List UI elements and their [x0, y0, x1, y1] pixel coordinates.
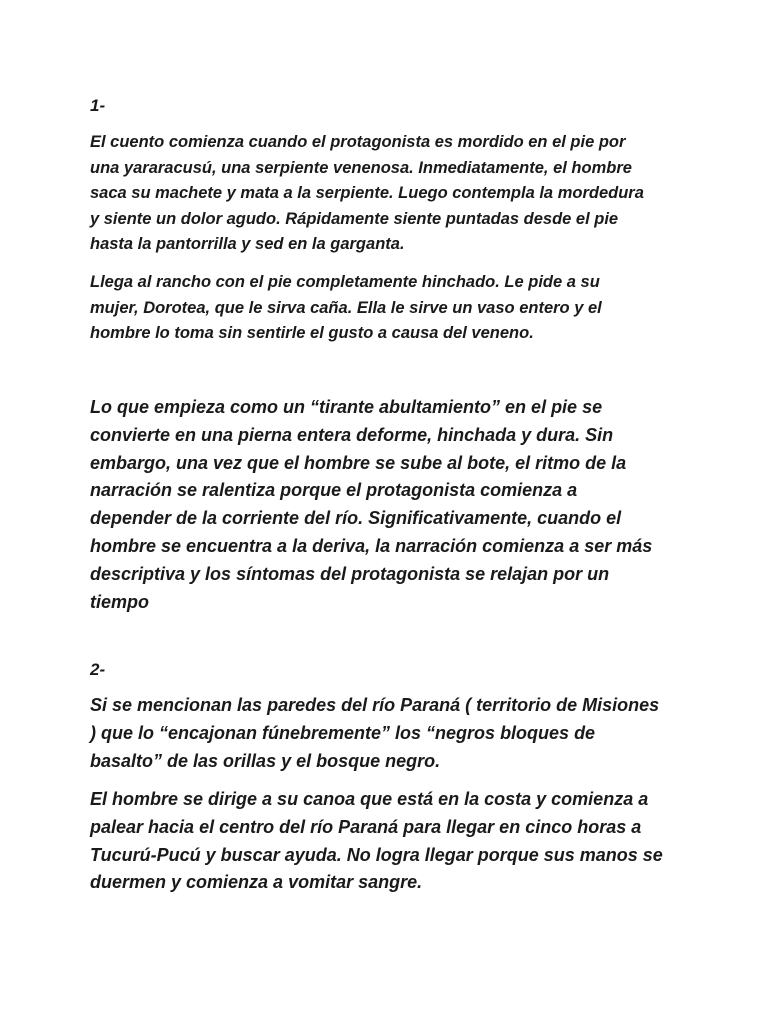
text-line: una yararacusú, una serpiente venenosa. Inmediatamente, el hombre	[90, 158, 632, 177]
text-line: hasta la pantorrilla y sed en la garganta.	[90, 235, 405, 253]
text-line: Tucurú-Pucú y buscar ayuda. No logra llegar porque sus manos se	[90, 844, 663, 865]
text-line: Lo que empieza como un “tirante abultamiento” en el pie se	[90, 397, 603, 417]
text-line: basalto” de las orillas y el bosque negro.	[90, 750, 441, 771]
text-line: hombre se encuentra a la deriva, la narración comienza a ser más	[90, 535, 653, 556]
text-line: palear hacia el centro del río Paraná para llegar en cinco horas a	[90, 816, 642, 837]
text-line: ) que lo “encajonan fúnebremente” los “negros bloques de	[90, 722, 596, 743]
text-line: duermen y comienza a vomitar sangre.	[90, 872, 423, 893]
section-2-paragraph-1	[90, 692, 690, 775]
text-line: Si se mencionan las paredes del río Paraná ( territorio de Misiones	[90, 695, 660, 715]
text-line: depender de la corriente del río. Significativamente, cuando el	[90, 508, 622, 529]
section-1-paragraph-1	[90, 130, 690, 258]
section-2-heading: 2-	[90, 660, 106, 679]
text-line: tiempo	[90, 591, 150, 612]
text-line: mujer, Dorotea, que le sirva caña. Ella le sirve un vaso entero y el	[90, 298, 602, 317]
text-line: embargo, una vez que el hombre se sube al bote, el ritmo de la	[90, 452, 627, 473]
text-line: descriptiva y los síntomas del protagonista se relajan por un	[90, 563, 610, 584]
text-line: El hombre se dirige a su canoa que está en la costa y comienza a	[90, 789, 649, 809]
text-line: El cuento comienza cuando el protagonista es mordido en el pie por	[90, 133, 626, 151]
text-line: hombre lo toma sin sentirle el gusto a causa del veneno.	[90, 324, 534, 342]
section-2-paragraph-2	[90, 786, 690, 897]
text-line: saca su machete y mata a la serpiente. Luego contempla la mordedura	[90, 184, 644, 202]
text-line: convierte en una pierna entera deforme, hinchada y dura. Sin	[90, 424, 614, 445]
section-1-paragraph-2	[90, 270, 690, 347]
text-line: Llega al rancho con el pie completamente hinchado. Le pide a su	[90, 273, 600, 291]
text-line: y siente un dolor agudo. Rápidamente siente puntadas desde el pie	[90, 209, 619, 228]
text-line: narración se ralentiza porque el protagonista comienza a	[90, 480, 578, 501]
section-1-heading: 1-	[90, 96, 106, 115]
section-1-paragraph-3	[90, 394, 690, 616]
